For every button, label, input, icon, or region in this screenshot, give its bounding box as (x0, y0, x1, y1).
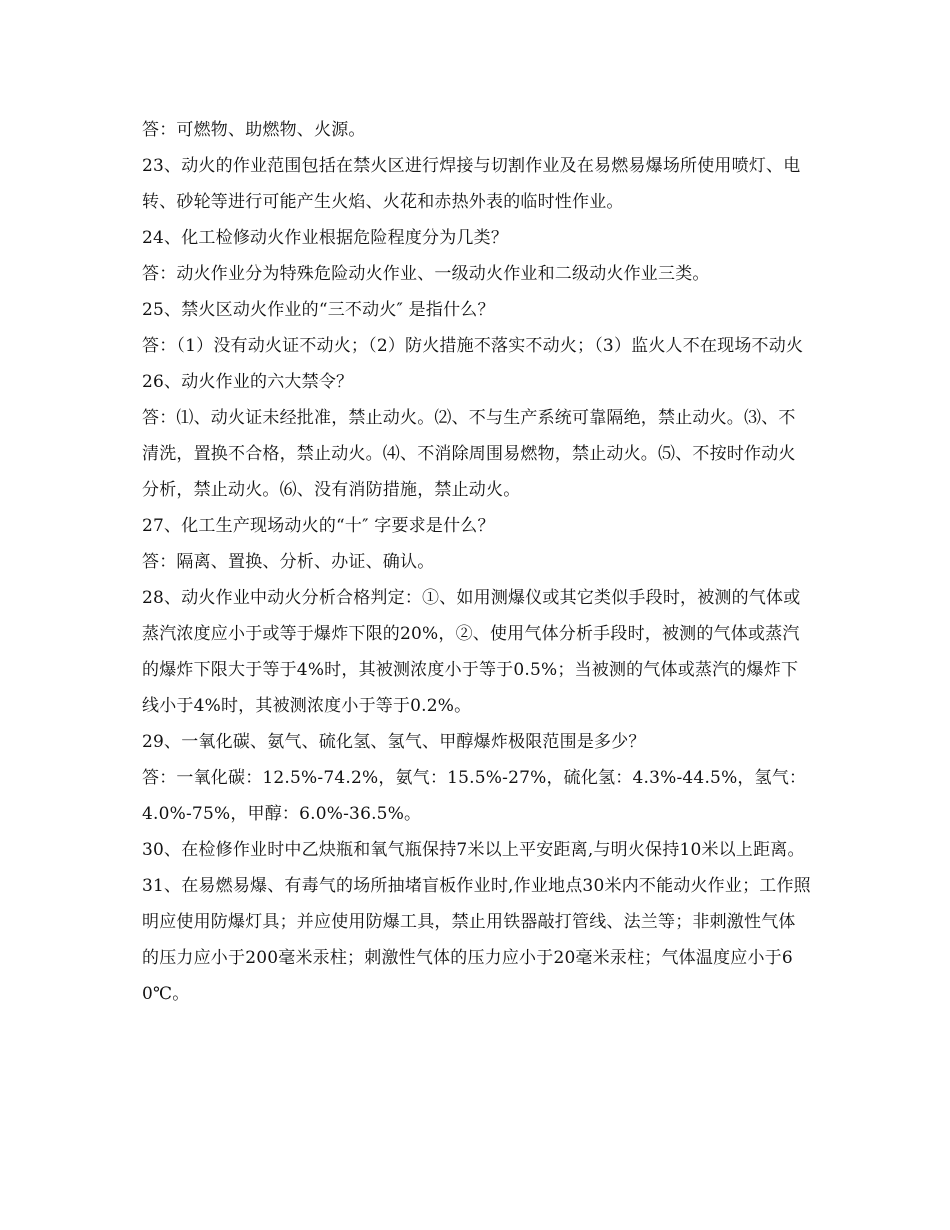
document-body (142, 112, 812, 1012)
paragraph-answer-25: 答：（1）没有动火证不动火；（2）防火措施不落实不动火；（3）监火人不在现场不动火 (142, 336, 804, 356)
paragraph-question-25: 25、禁火区动火作业的“三不动火″ 是指什么？ (142, 300, 495, 320)
paragraph-item-28: 28、动火作业中动火分析合格判定：①、如用测爆仪或其它类似手段时，被测的气体或蒸汽浓度应小于或等于爆炸下限的20%，②、使用气体分析手段时，被测的气体或蒸汽的爆炸下限大于等于4%时，其被测浓度小于等于0.5%；当被测的气体或蒸汽的爆炸下线小于4%时，其被测浓度小于等于0.2%。 (142, 588, 801, 716)
paragraph-item-31: 31、在易燃易爆、有毒气的场所抽堵盲板作业时,作业地点30米内不能动火作业；工作照明应使用防爆灯具；并应使用防爆工具，禁止用铁器敲打管线、法兰等；非刺激性气体的压力应小于200毫米汞柱；刺激性气体的压力应小于20毫米汞柱；气体温度应小于60℃。 (142, 876, 811, 1004)
paragraph-answer-22: 答：可燃物、助燃物、火源。 (142, 120, 366, 140)
paragraph-item-23: 23、动火的作业范围包括在禁火区进行焊接与切割作业及在易燃易爆场所使用喷灯、电转、砂轮等进行可能产生火焰、火花和赤热外表的临时性作业。 (142, 156, 801, 212)
paragraph-question-29: 29、一氧化碳、氨气、硫化氢、氢气、甲醇爆炸极限范围是多少？ (142, 732, 646, 752)
paragraph-answer-27: 答：隔离、置换、分析、办证、确认。 (142, 552, 435, 572)
paragraph-question-26: 26、动火作业的六大禁令？ (142, 372, 354, 392)
paragraph-item-30: 30、在检修作业时中乙炔瓶和氧气瓶保持7米以上平安距离,与明火保持10米以上距离。 (142, 840, 805, 860)
paragraph-answer-29: 答：一氧化碳：12.5%-74.2%，氨气：15.5%-27%，硫化氢：4.3%-44.5%，氢气：4.0%-75%，甲醇：6.0%-36.5%。 (142, 768, 807, 824)
paragraph-question-24: 24、化工检修动火作业根据危险程度分为几类？ (142, 228, 509, 248)
paragraph-answer-26: 答：⑴、动火证未经批准，禁止动火。⑵、不与生产系统可靠隔绝，禁止动火。⑶、不清洗，置换不合格，禁止动火。⑷、不消除周围易燃物，禁止动火。⑸、不按时作动火分析，禁止动火。⑹、没有消防措施，禁止动火。 (142, 408, 796, 500)
paragraph-answer-24: 答：动火作业分为特殊危险动火作业、一级动火作业和二级动火作业三类。 (142, 264, 710, 284)
paragraph-question-27: 27、化工生产现场动火的“十″ 字要求是什么？ (142, 516, 495, 536)
